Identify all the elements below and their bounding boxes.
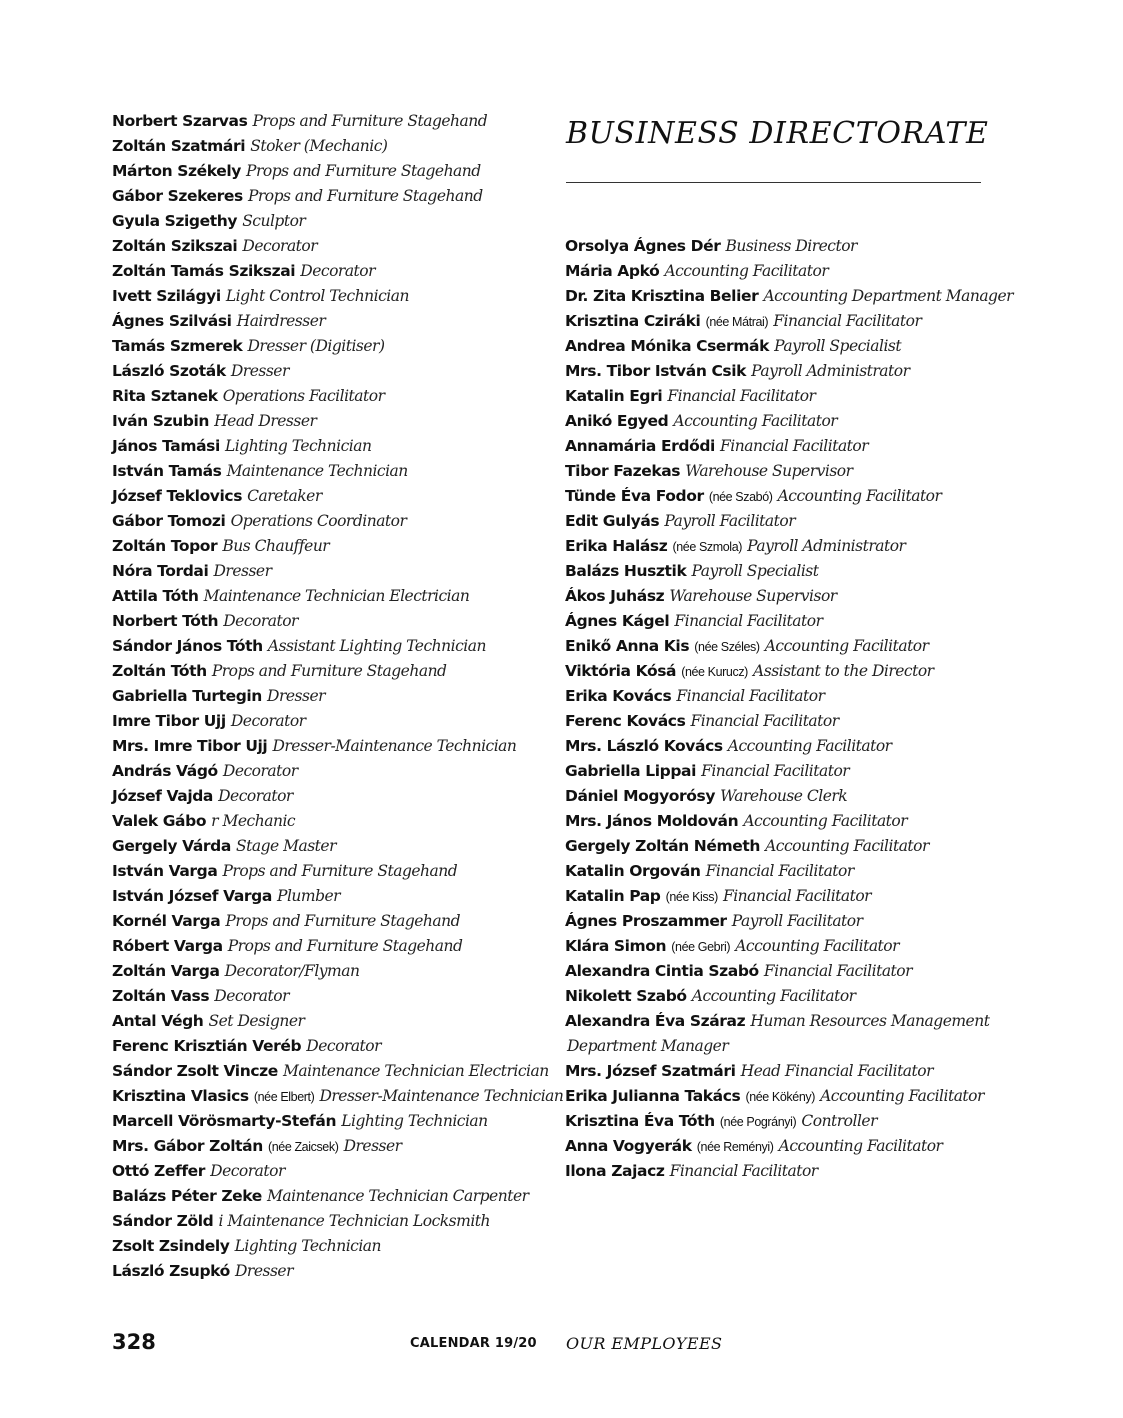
employee-name: Gergely Várda [112,837,231,855]
employee-role: Financial Facilitator [773,312,922,330]
employee-role: Payroll Specialist [691,562,819,580]
employee-name: Katalin Egri [565,387,663,405]
employee-role: Accounting Facilitator [735,937,900,955]
employee-role: Financial Facilitator [690,712,839,730]
employee-name: Sándor Zöld [112,1212,214,1230]
employee-name: Alexandra Cintia Szabó [565,962,759,980]
maiden-name: (née Mátrai) [705,315,769,329]
employee-name: Ákos Juhász [565,587,665,605]
employee-name: László Szoták [112,362,226,380]
right-employee-list [565,233,1014,1183]
employee-entry [565,983,1005,1008]
title-divider [566,182,981,183]
employee-name: József Teklovics [112,487,243,505]
employee-name: Mária Apkó [565,262,660,280]
employee-role: Stage Master [236,837,336,855]
employee-role: Financial Facilitator [676,687,825,705]
employee-role: Accounting Facilitator [820,1087,984,1105]
employee-entry [112,1008,552,1033]
employee-entry [565,1058,1005,1083]
employee-entry [565,458,1005,483]
employee-name: Mrs. József Szatmári [565,1062,736,1080]
employee-entry [112,108,552,133]
employee-role: Props and Furniture Stagehand [225,912,461,930]
employee-role: Payroll Facilitator [664,512,796,530]
employee-entry [112,1058,552,1083]
employee-entry [112,458,552,483]
employee-name: Dániel Mogyorósy [565,787,716,805]
employee-role: Props and Furniture Stagehand [247,187,483,205]
employee-name: Mrs. János Moldován [565,812,739,830]
employee-name: András Vágó [112,762,218,780]
employee-name: Ágnes Kágel [565,612,670,630]
employee-entry [112,1258,552,1283]
employee-entry [565,408,1005,433]
employee-role: Human Resources Management [750,1012,990,1030]
employee-name: Anikó Egyed [565,412,669,430]
employee-name: Tünde Éva Fodor [565,487,704,505]
employee-role: r Mechanic [211,812,296,830]
employee-entry [565,1133,1005,1158]
employee-entry [565,333,1005,358]
employee-name: Zsolt Zsindely [112,1237,230,1255]
footer-section-label: OUR EMPLOYEES [566,1334,723,1353]
employee-name: Marcell Vörösmarty-Stefán [112,1112,337,1130]
employee-role: Dresser [234,1262,293,1280]
employee-role: Assistant to the Director [753,662,934,680]
employee-name: Valek Gábo [112,812,207,830]
employee-name: Balázs Péter Zeke [112,1187,262,1205]
maiden-name: (née Reményi) [696,1140,774,1154]
employee-role: Decorator [300,262,376,280]
employee-role: Payroll Administrator [747,537,906,555]
employee-entry [112,233,552,258]
employee-name: Gabriella Lippai [565,762,696,780]
employee-role: Dresser [230,362,289,380]
employee-entry [565,808,1005,833]
employee-entry [112,1033,552,1058]
employee-name: Mrs. Tibor István Csik [565,362,747,380]
employee-role: Props and Furniture Stagehand [246,162,481,180]
employee-entry [565,958,1005,983]
employee-role: Decorator [242,237,318,255]
employee-role: Financial Facilitator [674,612,823,630]
employee-name: Iván Szubin [112,412,210,430]
employee-name: János Tamási [112,437,220,455]
employee-name: Antal Végh [112,1012,204,1030]
maiden-name: (née Kökény) [745,1090,815,1104]
employee-name: Sándor Zsolt Vincze [112,1062,278,1080]
employee-role: Warehouse Supervisor [669,587,837,605]
employee-role: Accounting Facilitator [777,487,942,505]
employee-name: Márton Székely [112,162,241,180]
employee-entry [112,533,552,558]
employee-name: Norbert Szarvas [112,112,248,130]
employee-entry [112,1108,552,1133]
employee-entry [112,958,552,983]
employee-name: Gabriella Turtegin [112,687,262,705]
employee-name: Mrs. Imre Tibor Ujj [112,737,268,755]
employee-entry [565,933,1005,958]
employee-entry [565,583,1005,608]
employee-role: Head Dresser [214,412,317,430]
employee-entry [565,633,1005,658]
employee-role: Accounting Facilitator [664,262,829,280]
employee-name: Zoltán Tamás Szikszai [112,262,296,280]
employee-name: Katalin Orgován [565,862,701,880]
employee-name: László Zsupkó [112,1262,230,1280]
employee-role: Financial Facilitator [669,1162,818,1180]
employee-name: Zoltán Szatmári [112,137,246,155]
section-title: BUSINESS DIRECTORATE [566,116,989,151]
employee-role: Decorator [306,1037,382,1055]
employee-entry [112,783,552,808]
employee-entry [112,558,552,583]
employee-role: Accounting Facilitator [673,412,838,430]
employee-name: Krisztina Vlasics [112,1087,249,1105]
employee-entry [565,883,1005,908]
employee-role: Set Designer [208,1012,305,1030]
employee-entry [565,833,1005,858]
employee-name: Orsolya Ágnes Dér [565,237,721,255]
employee-name: Enikő Anna Kis [565,637,690,655]
employee-entry [112,733,552,758]
employee-entry [565,1008,1005,1033]
employee-role: Head Financial Facilitator [740,1062,934,1080]
employee-entry [565,258,1005,283]
employee-role: Bus Chauffeur [222,537,330,555]
employee-role: Maintenance Technician Carpenter [266,1187,529,1205]
employee-role: Props and Furniture Stagehand [211,662,447,680]
employee-name: Gábor Tomozi [112,512,226,530]
employee-role: Operations Coordinator [230,512,407,530]
employee-name: Zoltán Topor [112,537,218,555]
employee-role: Hairdresser [236,312,326,330]
employee-entry [112,1183,552,1208]
employee-name: Rita Sztanek [112,387,218,405]
employee-entry [565,508,1005,533]
employee-name: Gyula Szigethy [112,212,238,230]
employee-role: Decorator/Flyman [224,962,360,980]
employee-entry [565,708,1005,733]
employee-name: Róbert Varga [112,937,223,955]
employee-role: Financial Facilitator [667,387,816,405]
employee-entry [565,1108,1005,1133]
maiden-name: (née Gebri) [671,940,731,954]
employee-entry [565,683,1005,708]
employee-role: Financial Facilitator [701,762,850,780]
employee-name: Ilona Zajacz [565,1162,665,1180]
employee-name: Katalin Pap [565,887,661,905]
employee-name: Krisztina Cziráki [565,312,701,330]
employee-name: Imre Tibor Ujj [112,712,226,730]
employee-entry [112,683,552,708]
employee-name: Edit Gulyás [565,512,660,530]
employee-entry [112,583,552,608]
employee-name: Zoltán Vass [112,987,210,1005]
employee-role: Warehouse Supervisor [685,462,853,480]
employee-role: Decorator [214,987,289,1005]
employee-entry [565,1083,1005,1108]
employee-entry [112,358,552,383]
employee-entry [565,858,1005,883]
employee-role: Decorator [222,762,298,780]
maiden-name: (née Pogrányi) [719,1115,797,1129]
employee-role: Accounting Facilitator [764,637,929,655]
employee-entry [112,1083,564,1108]
employee-name: István Varga [112,862,218,880]
employee-role: Dresser-Maintenance Technician [272,737,517,755]
employee-role: Dresser [267,687,326,705]
employee-role: Payroll Specialist [774,337,902,355]
employee-entry [112,333,552,358]
employee-entry [565,733,1005,758]
employee-role: Payroll Facilitator [731,912,863,930]
employee-entry [112,883,552,908]
employee-entry [112,283,552,308]
employee-entry [112,808,552,833]
employee-role: Caretaker [247,487,322,505]
employee-entry [112,1208,552,1233]
employee-name: Ferenc Krisztián Veréb [112,1037,302,1055]
employee-name: Krisztina Éva Tóth [565,1112,715,1130]
employee-entry [112,833,552,858]
footer-calendar-label: CALENDAR 19/20 [410,1336,537,1351]
employee-name: Gergely Zoltán Németh [565,837,760,855]
employee-entry [112,308,552,333]
employee-role: Operations Facilitator [222,387,385,405]
employee-entry [112,483,552,508]
employee-name: Mrs. László Kovács [565,737,723,755]
employee-name: Gábor Szekeres [112,187,243,205]
employee-name: Anna Vogyerák [565,1137,692,1155]
employee-entry [565,358,1005,383]
employee-entry [565,783,1005,808]
employee-role: Financial Facilitator [705,862,854,880]
employee-role: Maintenance Technician Electrician [282,1062,549,1080]
maiden-name: (née Kurucz) [681,665,748,679]
employee-role: Payroll Administrator [751,362,910,380]
employee-entry [565,758,1005,783]
employee-role: Accounting Facilitator [778,1137,943,1155]
employee-name: Ágnes Szilvási [112,312,232,330]
employee-name: Tibor Fazekas [565,462,681,480]
employee-entry [112,1158,552,1183]
maiden-name: (née Szmola) [672,540,743,554]
employee-name: Attila Tóth [112,587,199,605]
employee-name: Klára Simon [565,937,667,955]
employee-entry [112,983,552,1008]
employee-name: Balázs Husztik [565,562,687,580]
employee-role: Decorator [230,712,306,730]
employee-entry [112,933,552,958]
employee-entry [112,1233,552,1258]
employee-entry [112,433,552,458]
maiden-name: (née Elbert) [253,1090,315,1104]
left-employee-list [112,108,564,1283]
employee-role: Accounting Facilitator [727,737,892,755]
employee-name: Nóra Tordai [112,562,209,580]
employee-name: István Tamás [112,462,222,480]
employee-role: Dresser [343,1137,402,1155]
employee-role: Assistant Lighting Technician [267,637,486,655]
employee-role: Accounting Facilitator [691,987,856,1005]
employee-name: Ivett Szilágyi [112,287,221,305]
employee-entry [112,258,552,283]
employee-role: Maintenance Technician Electrician [203,587,470,605]
employee-entry [112,758,552,783]
employee-name: Erika Kovács [565,687,672,705]
employee-role: Decorator [210,1162,285,1180]
employee-entry [112,208,552,233]
employee-role: Props and Furniture Stagehand [227,937,463,955]
employee-role: Props and Furniture Stagehand [252,112,488,130]
employee-name: Ágnes Proszammer [565,912,727,930]
employee-name: Dr. Zita Krisztina Belier [565,287,759,305]
employee-role: Stoker (Mechanic) [250,137,388,155]
employee-role: Financial Facilitator [763,962,913,980]
employee-entry [112,908,552,933]
employee-role: i Maintenance Technician Locksmith [218,1212,490,1230]
employee-role: Financial Facilitator [720,437,869,455]
employee-name: Annamária Erdődi [565,437,715,455]
employee-name: Sándor János Tóth [112,637,263,655]
employee-entry [112,633,552,658]
employee-entry [112,1133,552,1158]
employee-role: Business Director [725,237,857,255]
employee-entry [565,283,1014,308]
employee-name: Kornél Varga [112,912,221,930]
employee-entry [565,1033,1005,1058]
employee-role: Dresser-Maintenance Technician [319,1087,564,1105]
employee-entry [565,558,1005,583]
employee-role: Financial Facilitator [722,887,872,905]
maiden-name: (née Széles) [694,640,760,654]
employee-entry [112,158,552,183]
employee-role: Dresser [213,562,272,580]
employee-entry [565,433,1005,458]
employee-role: Props and Furniture Stagehand [222,862,458,880]
employee-role: Lighting Technician [225,437,372,455]
employee-name: Erika Julianna Takács [565,1087,741,1105]
employee-name: Erika Halász [565,537,668,555]
employee-entry [565,383,1005,408]
employee-entry [112,858,552,883]
employee-name: Mrs. Gábor Zoltán [112,1137,263,1155]
employee-name: Ferenc Kovács [565,712,686,730]
employee-name: Alexandra Éva Száraz [565,1012,746,1030]
employee-entry [112,408,552,433]
employee-entry [565,658,1005,683]
employee-role: Light Control Technician [225,287,409,305]
employee-entry [565,533,1005,558]
employee-role: Lighting Technician [341,1112,488,1130]
employee-name: István József Varga [112,887,272,905]
employee-name: Viktória Kósá [565,662,677,680]
employee-entry [112,183,552,208]
employee-name: Nikolett Szabó [565,987,687,1005]
employee-entry [565,483,1005,508]
employee-entry [112,708,552,733]
maiden-name: (née Zaicsek) [267,1140,339,1154]
employee-role: Accounting Department Manager [763,287,1014,305]
employee-entry [112,608,552,633]
employee-entry [112,508,552,533]
employee-entry [565,608,1005,633]
employee-role: Accounting Facilitator [765,837,929,855]
employee-name: Tamás Szmerek [112,337,243,355]
employee-entry [565,233,1005,258]
employee-entry [112,133,552,158]
employee-name: Zoltán Varga [112,962,220,980]
employee-role: Decorator [223,612,298,630]
employee-name: Zoltán Tóth [112,662,207,680]
employee-name: Ottó Zeffer [112,1162,206,1180]
employee-role: Plumber [277,887,341,905]
employee-name: Andrea Mónika Csermák [565,337,769,355]
employee-role: Lighting Technician [234,1237,382,1255]
employee-role: Sculptor [242,212,306,230]
employee-role: Maintenance Technician [226,462,408,480]
employee-entry [565,308,1005,333]
employee-role: Warehouse Clerk [720,787,848,805]
employee-entry [565,908,1005,933]
employee-role: Dresser (Digitiser) [247,337,385,355]
employee-entry [565,1158,1005,1183]
employee-role: Controller [801,1112,878,1130]
employee-name: Zoltán Szikszai [112,237,238,255]
employee-entry [112,658,552,683]
employee-role: Accounting Facilitator [743,812,908,830]
maiden-name: (née Szabó) [708,490,773,504]
maiden-name: (née Kiss) [665,890,718,904]
employee-entry [112,383,552,408]
employee-role: Decorator [218,787,293,805]
employee-role: Department Manager [567,1037,729,1055]
page-number: 328 [112,1330,156,1354]
employee-name: Norbert Tóth [112,612,219,630]
employee-name: József Vajda [112,787,213,805]
